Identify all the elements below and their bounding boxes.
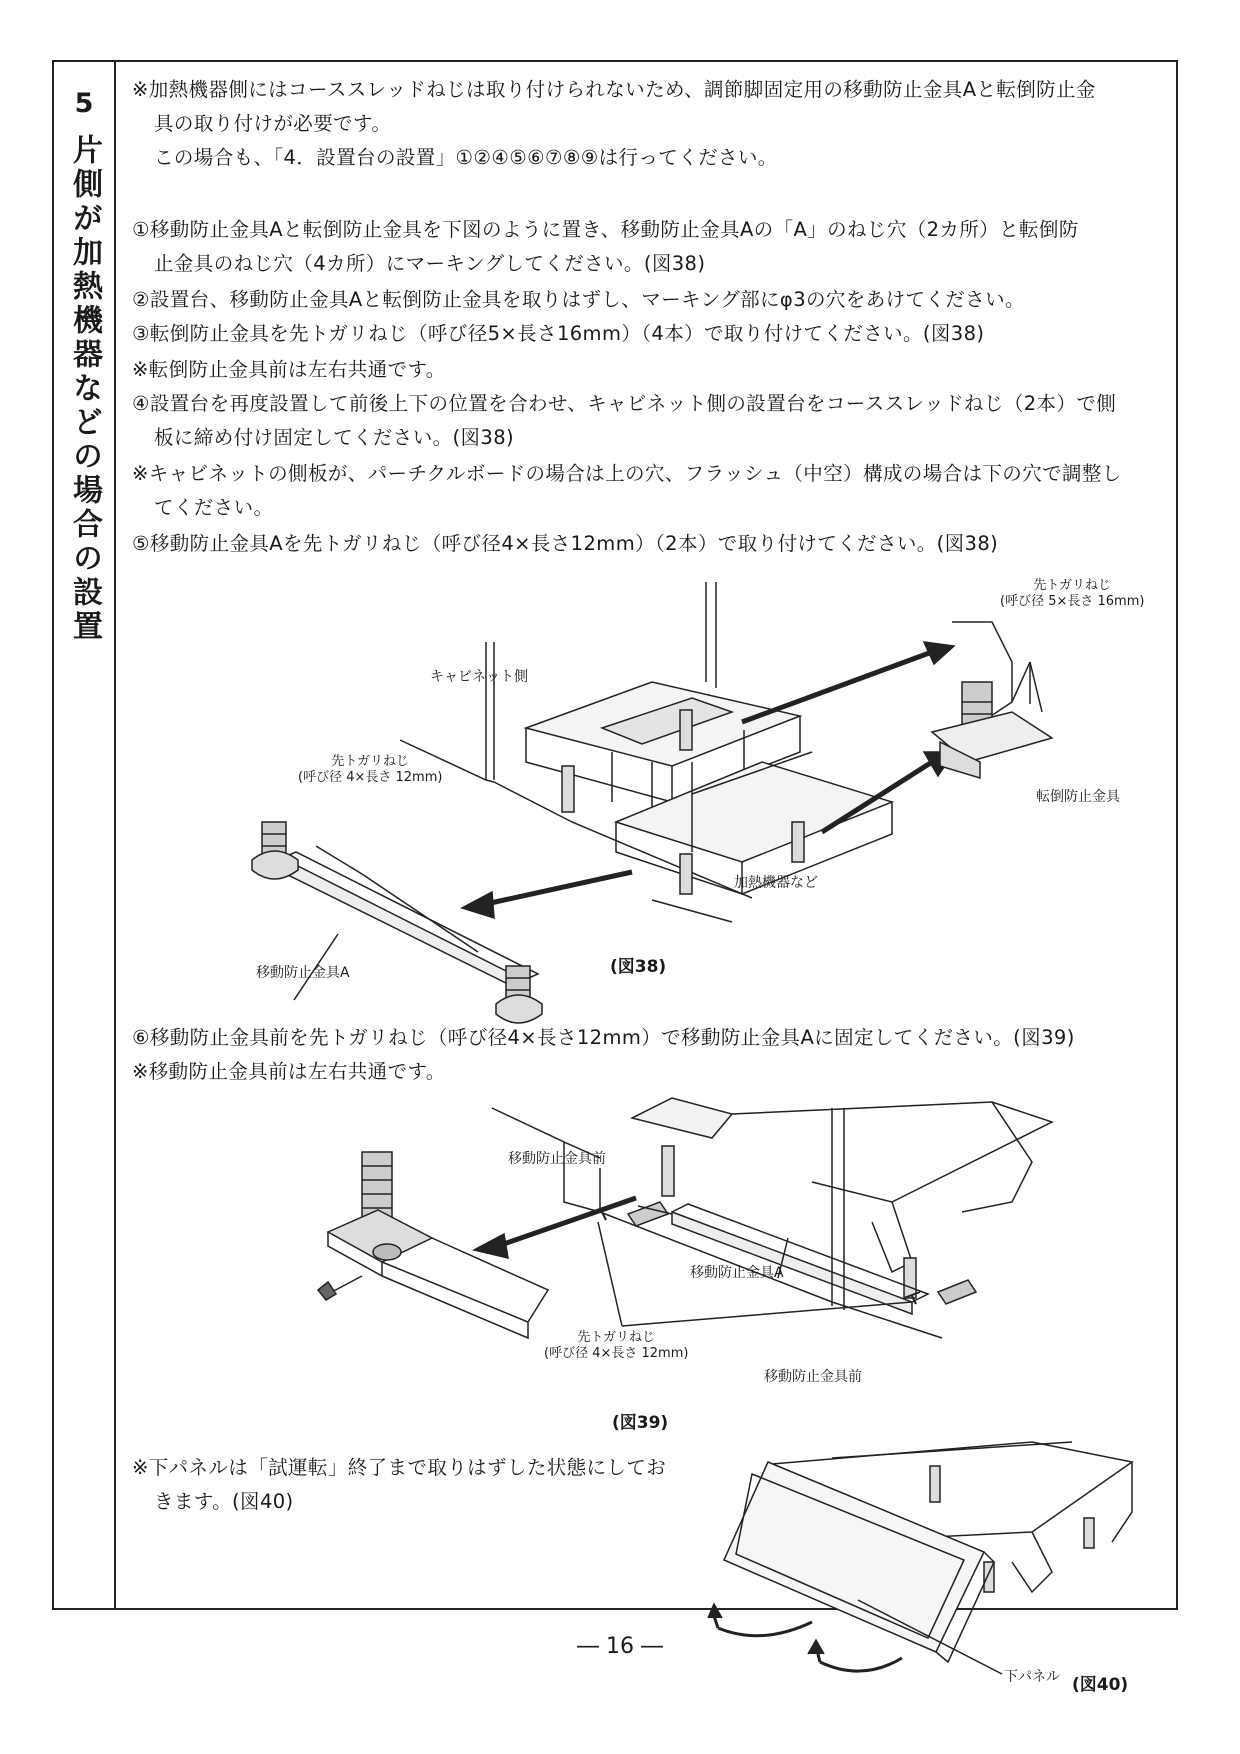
figure-38-caption: (図38): [610, 957, 667, 977]
label-lower-panel: 下パネル: [1004, 1669, 1060, 1685]
text-line: 板に締め付け固定してください。(図38): [154, 426, 515, 449]
text-line: ③転倒防止金具を先トガリねじ（呼び径5×長さ16mm）（4本）で取り付けてください。(図38): [132, 322, 985, 345]
text-line: この場合も、「4．設置台の設置」①②④⑤⑥⑦⑧⑨は行ってください。: [154, 146, 778, 169]
text-line: ④設置台を再度設置して前後上下の位置を合わせ、キャビネット側の設置台をコーススレッドねじ（2本）で側: [132, 392, 1117, 415]
section-sidebar: [54, 62, 116, 1608]
label-line: 先トガリねじ: [577, 1330, 656, 1345]
text-line: ※転倒防止金具前は左右共通です。: [132, 358, 446, 381]
text-line: ※キャビネットの側板が、パーチクルボードの場合は上の穴、フラッシュ（中空）構成の場合は下の穴で調整し: [132, 462, 1122, 485]
content-frame: [52, 60, 1178, 1695]
label-heating-appliance: 加熱機器など: [734, 875, 818, 891]
label-front-bracket-2: 移動防止金具前: [764, 1369, 862, 1385]
text-line: ②設置台、移動防止金具Aと転倒防止金具を取りはずし、マーキング部にφ3の穴をあけてください。: [132, 288, 1025, 311]
figure-40-illustration: [132, 62, 1162, 1612]
section-title: 片側が加熱機器などの場合の設置: [67, 134, 102, 644]
text-line: 止金具のねじ穴（4カ所）にマーキングしてください。(図38): [154, 252, 706, 275]
label-line: (呼び径 5×長さ 16mm): [1000, 594, 1145, 609]
label-line: (呼び径 4×長さ 12mm): [298, 770, 443, 785]
text-line: ⑥移動防止金具前を先トガリねじ（呼び径4×長さ12mm）で移動防止金具Aに固定してください。(図39): [132, 1026, 1075, 1049]
figure-39-caption: (図39): [612, 1413, 669, 1433]
text-line: ⑤移動防止金具Aを先トガリねじ（呼び径4×長さ12mm）（2本）で取り付けてください。(図38): [132, 532, 999, 555]
label-line: 先トガリねじ: [331, 754, 410, 769]
label-line: (呼び径 4×長さ 12mm): [544, 1346, 689, 1361]
label-front-bracket-1: 移動防止金具前: [508, 1151, 606, 1167]
section-body: [132, 62, 1162, 1695]
page-number: ― 16 ―: [577, 1634, 663, 1659]
text-line: ※加熱機器側にはコーススレッドねじは取り付けられないため、調節脚固定用の移動防止金具Aと転倒防止金: [132, 78, 1096, 101]
label-line: 先トガリねじ: [1033, 578, 1112, 593]
text-line: てください。: [154, 496, 274, 519]
text-line: ※下パネルは「試運転」終了まで取りはずした状態にしてお: [132, 1456, 667, 1479]
text-line: きます。(図40): [154, 1490, 294, 1513]
text-line: 具の取り付けが必要です。: [154, 112, 392, 135]
text-line: ※移動防止金具前は左右共通です。: [132, 1060, 446, 1083]
figure-40-caption: (図40): [1072, 1675, 1129, 1695]
label-anti-tip-bracket: 転倒防止金具: [1036, 789, 1120, 805]
text-line: ①移動防止金具Aと転倒防止金具を下図のように置き、移動防止金具Aの「A」のねじ穴（2カ所）と転倒防: [132, 218, 1079, 241]
label-cabinet-side: キャビネット側: [430, 669, 528, 685]
label-bracket-a: 移動防止金具A: [690, 1265, 784, 1281]
section-number: 5: [74, 88, 94, 119]
label-bracket-a: 移動防止金具A: [256, 965, 350, 981]
